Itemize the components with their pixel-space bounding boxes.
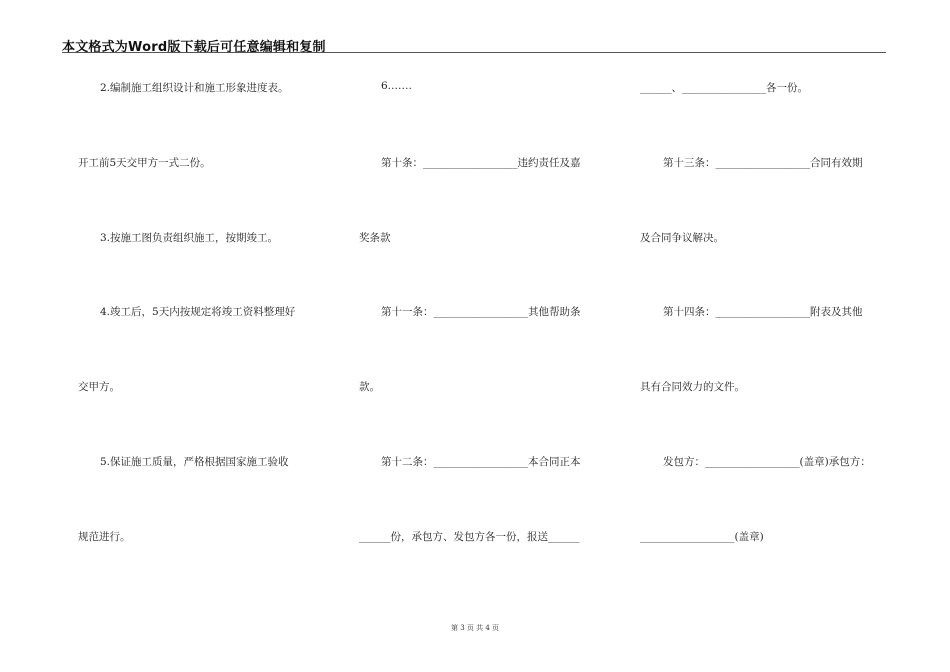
right-line-5: 具有合同效力的文件。 [640, 381, 745, 393]
middle-line-5: 款。 [359, 381, 380, 393]
header-divider [62, 52, 886, 53]
page-number-footer: 第 3 页 共 4 页 [450, 624, 500, 632]
middle-line-2: 第十条：__________________违约责任及嘉 [381, 157, 581, 169]
middle-line-4: 第十一条：__________________其他帮助条 [381, 306, 581, 318]
document-header-title: 本文格式为Word版下载后可任意编辑和复制 [62, 40, 326, 55]
left-line-1: 2.编制施工组织设计和施工形象进度表。 [100, 82, 289, 94]
right-line-1: ______、________________各一份。 [640, 82, 808, 94]
left-line-5: 交甲方。 [78, 381, 120, 393]
left-line-3: 3.按施工图负责组织施工，按期竣工。 [100, 232, 279, 244]
right-line-3: 及合同争议解决。 [640, 232, 724, 244]
right-line-7: __________________(盖章) [640, 531, 764, 543]
right-line-4: 第十四条：__________________附表及其他 [663, 306, 863, 318]
middle-line-3: 奖条款 [359, 232, 391, 244]
left-line-7: 规范进行。 [78, 531, 131, 543]
left-line-6: 5.保证施工质量，严格根据国家施工验收 [100, 456, 289, 468]
middle-line-7: ______份，承包方、发包方各一份，报送______ [359, 531, 580, 543]
middle-line-1: 6.…… [381, 80, 413, 92]
left-line-4: 4.竣工后，5天内按规定将竣工资料整理好 [100, 306, 296, 318]
right-line-6: 发包方：__________________(盖章)承包方： [663, 456, 871, 468]
right-line-2: 第十三条：__________________合同有效期 [663, 157, 863, 169]
middle-line-6: 第十二条：__________________本合同正本 [381, 456, 581, 468]
left-line-2: 开工前5天交甲方一式二份。 [78, 157, 211, 169]
